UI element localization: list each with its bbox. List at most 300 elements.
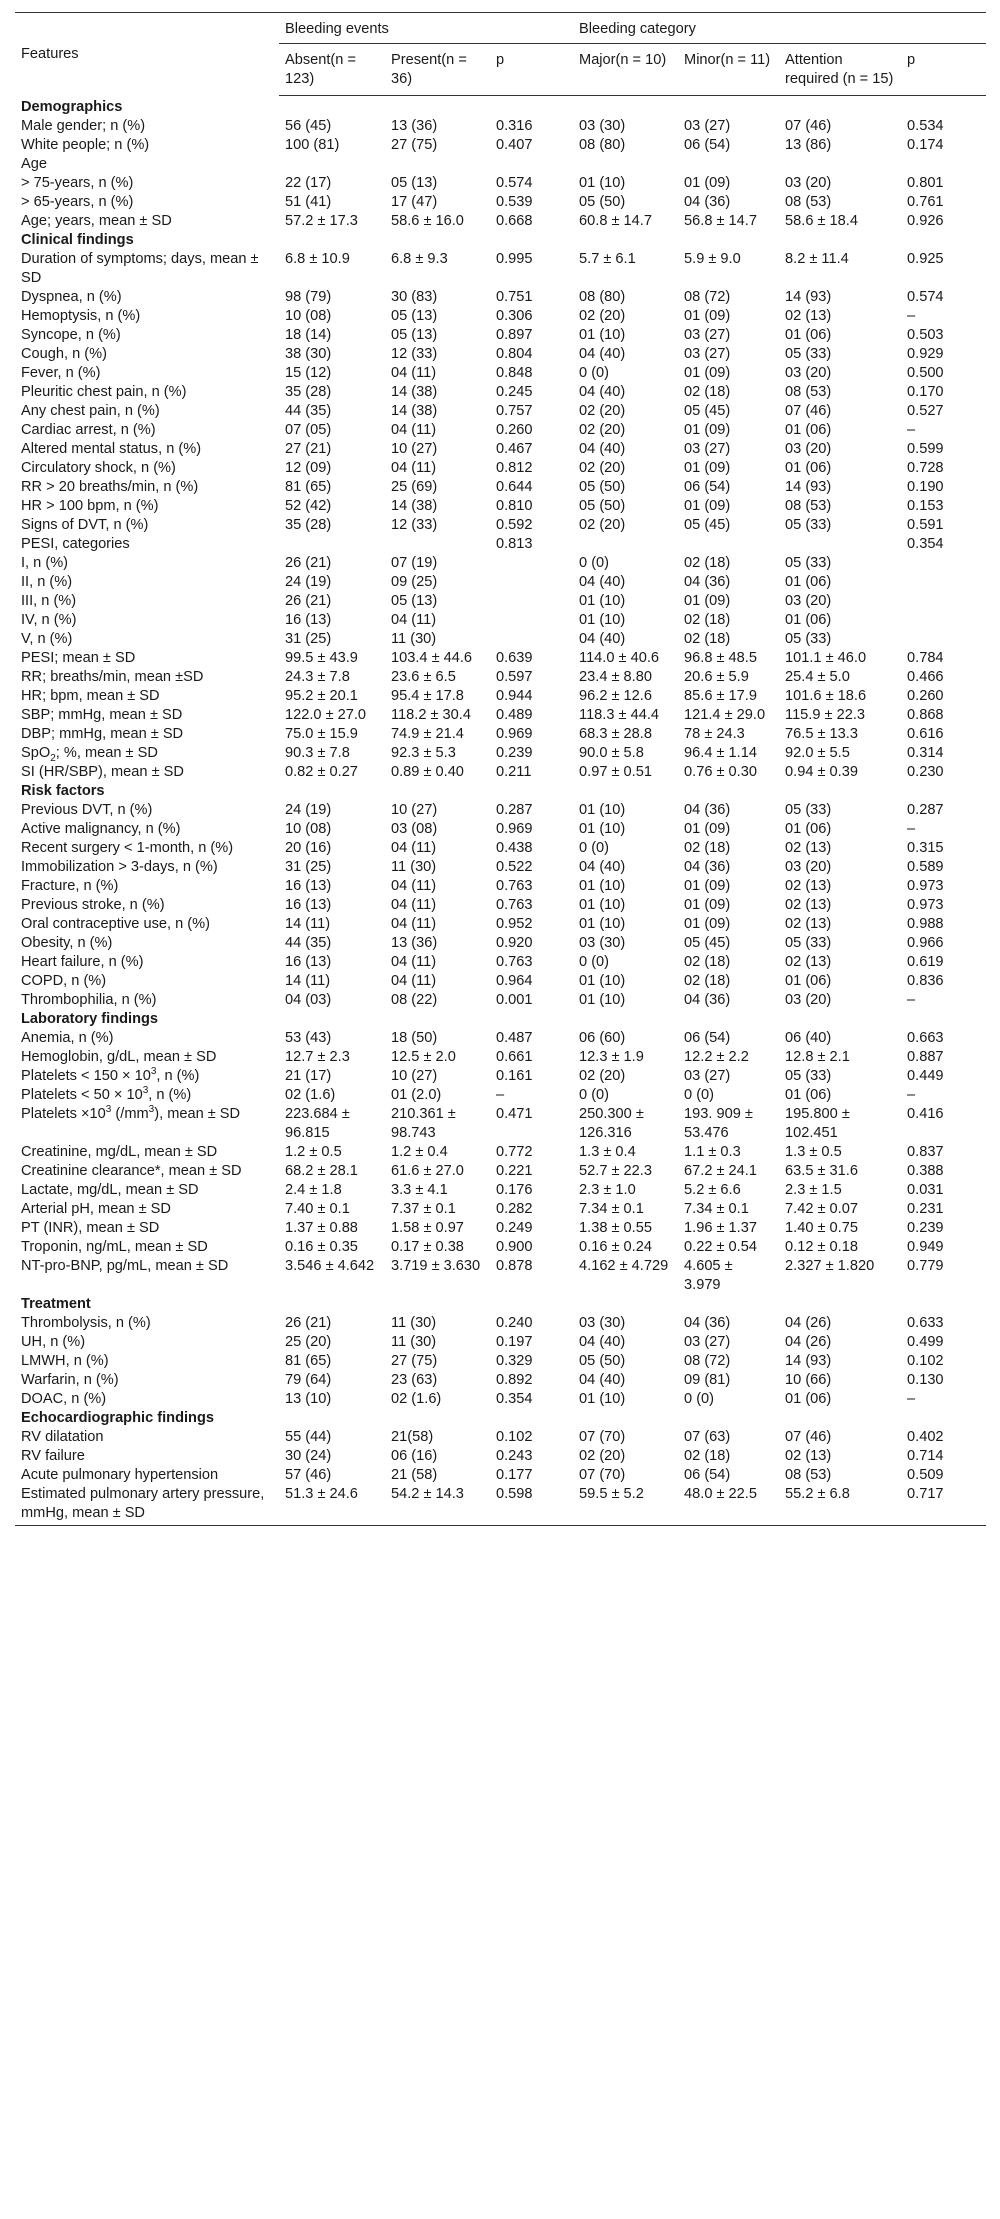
value-attention: 1.3 ± 0.5 xyxy=(785,1144,842,1160)
value-attention: 14 (93) xyxy=(785,289,832,305)
table-row xyxy=(15,516,986,535)
value-p-events: 0.920 xyxy=(496,935,533,951)
table-row xyxy=(15,459,986,478)
value-present: 18 (50) xyxy=(391,1030,438,1046)
feature-label: Anemia, n (%) xyxy=(21,1030,114,1046)
value-minor: 01 (09) xyxy=(684,593,731,609)
feature-label: LMWH, n (%) xyxy=(21,1353,109,1369)
value-attention: 01 (06) xyxy=(785,973,832,989)
value-absent: 16 (13) xyxy=(285,878,332,894)
value-attention xyxy=(779,155,901,174)
value-major: 01 (10) xyxy=(579,593,626,609)
value-minor: 04 (36) xyxy=(684,992,731,1008)
value-major: 23.4 ± 8.80 xyxy=(579,669,652,685)
value-p-events: 0.102 xyxy=(496,1429,533,1445)
table-row xyxy=(15,345,986,364)
table-row xyxy=(15,896,986,915)
value-major: 04 (40) xyxy=(579,1372,626,1388)
table-row xyxy=(15,174,986,193)
feature-label: SI (HR/SBP), mean ± SD xyxy=(21,764,184,780)
value-present: 1.58 ± 0.97 xyxy=(391,1220,464,1236)
value-major: 08 (80) xyxy=(579,137,626,153)
value-p-events: 0.812 xyxy=(496,460,533,476)
value-minor: 02 (18) xyxy=(684,555,731,571)
value-major: 05 (50) xyxy=(579,1353,626,1369)
value-p-category: 0.170 xyxy=(907,384,944,400)
value-present: 04 (11) xyxy=(391,612,437,628)
section-header-row xyxy=(15,1010,986,1029)
value-present: 04 (11) xyxy=(391,460,437,476)
table-row xyxy=(15,250,986,288)
table-row xyxy=(15,972,986,991)
value-attention: 03 (20) xyxy=(785,859,832,875)
value-p-category: 0.466 xyxy=(907,669,944,685)
value-p-events: 0.306 xyxy=(496,308,533,324)
value-attention: 04 (26) xyxy=(785,1334,832,1350)
feature-label: Syncope, n (%) xyxy=(21,327,121,343)
value-p-events: 0.239 xyxy=(496,745,533,761)
value-p-events: 0.763 xyxy=(496,878,533,894)
value-minor: 0 (0) xyxy=(684,1391,715,1407)
value-attention: 63.5 ± 31.6 xyxy=(785,1163,858,1179)
value-p-category: 0.837 xyxy=(907,1144,944,1160)
value-p-category: 0.949 xyxy=(907,1239,944,1255)
value-p-events: 0.878 xyxy=(496,1258,533,1274)
value-attention: 02 (13) xyxy=(785,916,832,932)
value-p-category: 0.779 xyxy=(907,1258,944,1274)
value-present: 04 (11) xyxy=(391,422,437,438)
value-present: 21 (58) xyxy=(391,1467,438,1483)
value-attention xyxy=(779,535,901,554)
value-major: 114.0 ± 40.6 xyxy=(579,650,659,666)
feature-label: Age; years, mean ± SD xyxy=(21,213,172,229)
value-major: 01 (10) xyxy=(579,327,626,343)
table-row xyxy=(15,877,986,896)
value-p-category: 0.966 xyxy=(907,935,944,951)
value-absent: 52 (42) xyxy=(285,498,332,514)
value-major: 01 (10) xyxy=(579,916,626,932)
value-major: 01 (10) xyxy=(579,1391,626,1407)
value-absent: 51.3 ± 24.6 xyxy=(279,1485,385,1526)
value-p-events: 0.407 xyxy=(496,137,533,153)
value-minor: 04 (36) xyxy=(684,802,731,818)
value-p-category: 0.801 xyxy=(907,175,944,191)
value-attention: 01 (06) xyxy=(785,422,832,438)
value-minor: 07 (63) xyxy=(684,1429,731,1445)
feature-label: Troponin, ng/mL, mean ± SD xyxy=(21,1239,208,1255)
value-present: 04 (11) xyxy=(391,878,437,894)
value-p-events: 0.964 xyxy=(496,973,533,989)
value-absent: 14 (11) xyxy=(285,916,331,932)
value-present: 03 (08) xyxy=(391,821,438,837)
value-minor: 08 (72) xyxy=(684,289,731,305)
table-row xyxy=(15,763,986,782)
value-attention: 25.4 ± 5.0 xyxy=(785,669,850,685)
value-p-events: 0.995 xyxy=(496,251,533,267)
section-header-row xyxy=(15,231,986,250)
feature-label: PESI, categories xyxy=(21,536,130,552)
value-absent: 10 (08) xyxy=(285,308,332,324)
value-absent: 10 (08) xyxy=(285,821,332,837)
value-absent: 26 (21) xyxy=(285,555,332,571)
value-absent: 75.0 ± 15.9 xyxy=(285,726,358,742)
value-p-category: 0.784 xyxy=(907,650,944,666)
value-present: 103.4 ± 44.6 xyxy=(391,650,473,666)
value-major: 01 (10) xyxy=(579,821,626,837)
value-p-category: 0.314 xyxy=(907,745,944,761)
value-p-category: 0.836 xyxy=(907,973,944,989)
value-attention: 02 (13) xyxy=(785,840,832,856)
value-minor: 03 (27) xyxy=(684,327,731,343)
value-present: 04 (11) xyxy=(391,916,437,932)
value-present: 04 (11) xyxy=(391,897,437,913)
feature-label: Platelets < $150 \times 10^3$, n (%) xyxy=(21,1066,200,1084)
value-p-category: 0.527 xyxy=(907,403,944,419)
value-major: 2.3 ± 1.0 xyxy=(579,1182,636,1198)
value-p-category: 0.761 xyxy=(907,194,944,210)
value-attention: 05 (33) xyxy=(785,802,832,818)
value-p-category: 0.388 xyxy=(907,1163,944,1179)
value-absent: 51 (41) xyxy=(285,194,332,210)
value-attention: 06 (40) xyxy=(785,1030,832,1046)
value-major: 01 (10) xyxy=(579,878,626,894)
feature-label: Platelets < $50 \times 10^3$, n (%) xyxy=(21,1085,192,1103)
table-row xyxy=(15,535,986,554)
value-absent: 2.4 ± 1.8 xyxy=(285,1182,342,1198)
value-p-category: 0.500 xyxy=(907,365,944,381)
value-p-events: 0.260 xyxy=(496,422,533,438)
value-major: 59.5 ± 5.2 xyxy=(573,1485,678,1526)
value-absent: 0.82 ± 0.27 xyxy=(285,764,358,780)
value-minor: 20.6 ± 5.9 xyxy=(684,669,749,685)
value-major: 01 (10) xyxy=(579,897,626,913)
value-major: 1.38 ± 0.55 xyxy=(579,1220,652,1236)
value-attention: 05 (33) xyxy=(785,631,832,647)
value-p-events xyxy=(490,592,573,611)
feature-label: Arterial pH, mean ± SD xyxy=(21,1201,171,1217)
value-minor: 85.6 ± 17.9 xyxy=(684,688,757,704)
value-present: 06 (16) xyxy=(391,1448,438,1464)
value-present: 13 (36) xyxy=(391,935,438,951)
value-absent: 98 (79) xyxy=(285,289,332,305)
value-minor: 5.9 ± 9.0 xyxy=(684,251,741,267)
value-absent: 56 (45) xyxy=(285,118,332,134)
feature-label: DOAC, n (%) xyxy=(21,1391,107,1407)
feature-label: IV, n (%) xyxy=(21,612,77,628)
value-p-category xyxy=(901,554,986,573)
table-row xyxy=(15,649,986,668)
value-p-events: 0.969 xyxy=(496,821,533,837)
value-p-category: 0.449 xyxy=(907,1068,944,1084)
feature-label: Signs of DVT, n (%) xyxy=(21,517,149,533)
value-p-category: 0.260 xyxy=(907,688,944,704)
value-p-category: 0.663 xyxy=(907,1030,944,1046)
value-major: 07 (70) xyxy=(579,1467,626,1483)
value-absent: 16 (13) xyxy=(285,612,332,628)
value-major: 04 (40) xyxy=(579,384,626,400)
value-p-events: 0.661 xyxy=(496,1049,533,1065)
value-p-events: 0.592 xyxy=(496,517,533,533)
value-absent: 44 (35) xyxy=(285,403,332,419)
value-attention: 08 (53) xyxy=(785,1467,832,1483)
value-p-category: 0.402 xyxy=(907,1429,944,1445)
table-row xyxy=(15,725,986,744)
value-present: 92.3 ± 5.3 xyxy=(391,745,456,761)
value-absent: 6.8 ± 10.9 xyxy=(285,251,350,267)
value-p-events: 0.892 xyxy=(496,1372,533,1388)
value-p-events: 0.329 xyxy=(496,1353,533,1369)
value-absent: 21 (17) xyxy=(285,1068,332,1084)
value-attention: 8.2 ± 11.4 xyxy=(785,251,849,267)
table-row xyxy=(15,744,986,763)
feature-label: Cardiac arrest, n (%) xyxy=(21,422,156,438)
value-attention: 10 (66) xyxy=(785,1372,832,1388)
value-major: 02 (20) xyxy=(579,460,626,476)
value-minor: 08 (72) xyxy=(684,1353,731,1369)
value-minor: 04 (36) xyxy=(684,194,731,210)
value-present: 210.361 ± 98.743 xyxy=(391,1106,456,1141)
value-attention: 03 (20) xyxy=(785,992,832,1008)
value-major: 02 (20) xyxy=(579,1068,626,1084)
feature-label: Oral contraceptive use, n (%) xyxy=(21,916,210,932)
table-row xyxy=(15,934,986,953)
value-present: 1.2 ± 0.4 xyxy=(391,1144,448,1160)
value-present: 10 (27) xyxy=(391,1068,438,1084)
feature-label: PESI; mean ± SD xyxy=(21,650,136,666)
value-major: 01 (10) xyxy=(579,973,626,989)
value-p-events: 0.644 xyxy=(496,479,533,495)
value-attention: 05 (33) xyxy=(785,1068,832,1084)
value-major: 02 (20) xyxy=(579,308,626,324)
feature-label: UH, n (%) xyxy=(21,1334,86,1350)
value-absent: 07 (05) xyxy=(285,422,332,438)
table-row xyxy=(15,1447,986,1466)
value-minor: 96.8 ± 48.5 xyxy=(684,650,757,666)
value-attention: 03 (20) xyxy=(785,593,832,609)
value-minor: 96.4 ± 1.14 xyxy=(684,745,757,761)
value-absent: 30 (24) xyxy=(285,1448,332,1464)
table-row xyxy=(15,1086,986,1105)
section-header-row xyxy=(15,96,986,118)
header-p-events: p xyxy=(490,44,573,96)
value-present: 27 (75) xyxy=(391,1353,438,1369)
value-p-events: 0.668 xyxy=(496,213,533,229)
value-attention: 13 (86) xyxy=(785,137,832,153)
value-present: 05 (13) xyxy=(391,593,438,609)
value-major: 08 (80) xyxy=(579,289,626,305)
value-attention: 01 (06) xyxy=(785,327,832,343)
value-absent: 26 (21) xyxy=(285,1315,332,1331)
value-absent: 0.16 ± 0.35 xyxy=(285,1239,358,1255)
value-minor: 06 (54) xyxy=(684,479,731,495)
value-attention: 55.2 ± 6.8 xyxy=(779,1485,901,1526)
value-minor: 12.2 ± 2.2 xyxy=(684,1049,749,1065)
value-attention: 115.9 ± 22.3 xyxy=(785,707,865,723)
value-present: 07 (19) xyxy=(391,555,438,571)
section-header-row xyxy=(15,1409,986,1428)
value-absent: 13 (10) xyxy=(285,1391,332,1407)
value-present: 01 (2.0) xyxy=(391,1087,442,1103)
value-absent: 7.40 ± 0.1 xyxy=(285,1201,350,1217)
header-major: Major(n = 10) xyxy=(573,44,678,96)
feature-label: Previous stroke, n (%) xyxy=(21,897,165,913)
value-major: 0 (0) xyxy=(579,365,610,381)
table-row xyxy=(15,288,986,307)
value-p-events: 0.287 xyxy=(496,802,533,818)
header-bleeding-events: Bleeding events xyxy=(279,13,573,44)
table-row xyxy=(15,1143,986,1162)
value-major: 04 (40) xyxy=(579,441,626,457)
value-p-category: 0.717 xyxy=(901,1485,986,1526)
value-minor: 05 (45) xyxy=(684,403,731,419)
value-major: 90.0 ± 5.8 xyxy=(579,745,644,761)
value-attention: 02 (13) xyxy=(785,878,832,894)
value-p-category: 0.589 xyxy=(907,859,944,875)
value-attention: 0.94 ± 0.39 xyxy=(785,764,858,780)
value-p-events: 0.772 xyxy=(496,1144,533,1160)
feature-label: COPD, n (%) xyxy=(21,973,107,989)
value-p-category xyxy=(901,592,986,611)
feature-label: Pleuritic chest pain, n (%) xyxy=(21,384,187,400)
value-p-events: 0.240 xyxy=(496,1315,533,1331)
table-row xyxy=(15,554,986,573)
table-row xyxy=(15,421,986,440)
feature-label: Active malignancy, n (%) xyxy=(21,821,181,837)
value-present: 58.6 ± 16.0 xyxy=(391,213,464,229)
value-attention: 05 (33) xyxy=(785,517,832,533)
value-p-category: 0.599 xyxy=(907,441,944,457)
value-p-events: 0.900 xyxy=(496,1239,533,1255)
feature-label: Circulatory shock, n (%) xyxy=(21,460,176,476)
value-minor: 0.22 ± 0.54 xyxy=(684,1239,757,1255)
header-absent: Absent(n = 123) xyxy=(279,44,385,96)
feature-label: HR; bpm, mean ± SD xyxy=(21,688,160,704)
value-attention: 58.6 ± 18.4 xyxy=(785,213,858,229)
value-p-events: 0.316 xyxy=(496,118,533,134)
value-major xyxy=(573,535,678,554)
table-header xyxy=(15,13,986,96)
value-absent: 20 (16) xyxy=(285,840,332,856)
value-minor: 193. 909 ± 53.476 xyxy=(684,1106,753,1141)
feature-label: Lactate, mg/dL, mean ± SD xyxy=(21,1182,199,1198)
feature-label: II, n (%) xyxy=(21,574,73,590)
value-present: 17 (47) xyxy=(391,194,438,210)
table-row xyxy=(15,611,986,630)
value-minor: 5.2 ± 6.6 xyxy=(684,1182,741,1198)
value-minor: 01 (09) xyxy=(684,916,731,932)
feature-label: Thrombolysis, n (%) xyxy=(21,1315,151,1331)
bleeding-features-table xyxy=(15,12,986,1526)
value-absent: 223.684 ± 96.815 xyxy=(285,1106,350,1141)
value-present: 30 (83) xyxy=(391,289,438,305)
value-absent: 44 (35) xyxy=(285,935,332,951)
value-present: 04 (11) xyxy=(391,973,437,989)
value-p-events: 0.539 xyxy=(496,194,533,210)
value-absent: 55 (44) xyxy=(285,1429,332,1445)
section-title: Clinical findings xyxy=(21,232,134,248)
table-row xyxy=(15,155,986,174)
value-absent: 95.2 ± 20.1 xyxy=(285,688,358,704)
value-minor: 67.2 ± 24.1 xyxy=(684,1163,757,1179)
value-present: 11 (30) xyxy=(391,631,437,647)
value-p-events: 0.597 xyxy=(496,669,533,685)
value-major: 02 (20) xyxy=(579,517,626,533)
value-minor: 03 (27) xyxy=(684,346,731,362)
value-p-events: 0.763 xyxy=(496,897,533,913)
value-p-category: 0.239 xyxy=(907,1220,944,1236)
value-present: 13 (36) xyxy=(391,118,438,134)
value-minor: 02 (18) xyxy=(684,973,731,989)
value-p-events: 0.211 xyxy=(496,764,532,780)
feature-label: Recent surgery < 1-month, n (%) xyxy=(21,840,234,856)
feature-label: Platelets $\times 10^3$ $(/mm^3)$, mean ± SD xyxy=(21,1104,241,1122)
table-row xyxy=(15,1067,986,1086)
value-attention: 08 (53) xyxy=(785,384,832,400)
value-present: 61.6 ± 27.0 xyxy=(391,1163,464,1179)
table-row xyxy=(15,1219,986,1238)
feature-label: Duration of symptoms; days, mean ± SD xyxy=(21,251,259,286)
value-minor xyxy=(678,535,779,554)
value-major: 03 (30) xyxy=(579,935,626,951)
header-p-category: p xyxy=(901,44,986,96)
value-p-category: 0.619 xyxy=(907,954,944,970)
value-p-events: 0.487 xyxy=(496,1030,533,1046)
value-p-events: 0.245 xyxy=(496,384,533,400)
header-bleeding-category: Bleeding category xyxy=(573,13,986,44)
value-p-category: – xyxy=(907,821,916,837)
value-p-events: 0.197 xyxy=(496,1334,533,1350)
value-minor: 04 (36) xyxy=(684,1315,731,1331)
value-p-events: 0.282 xyxy=(496,1201,533,1217)
table-row xyxy=(15,592,986,611)
value-present: 04 (11) xyxy=(391,840,437,856)
value-attention: 07 (46) xyxy=(785,403,832,419)
value-absent: 24 (19) xyxy=(285,802,332,818)
table-row xyxy=(15,820,986,839)
value-minor: 02 (18) xyxy=(684,384,731,400)
table-row xyxy=(15,193,986,212)
feature-label: Creatinine, mg/dL, mean ± SD xyxy=(21,1144,218,1160)
value-absent: 79 (64) xyxy=(285,1372,332,1388)
value-absent: 57.2 ± 17.3 xyxy=(285,213,358,229)
value-major: 12.3 ± 1.9 xyxy=(579,1049,644,1065)
value-minor xyxy=(678,155,779,174)
value-present: 0.89 ± 0.40 xyxy=(391,764,464,780)
feature-label: Dyspnea, n (%) xyxy=(21,289,122,305)
value-present: 3.3 ± 4.1 xyxy=(391,1182,448,1198)
value-p-events xyxy=(490,630,573,649)
value-absent xyxy=(279,155,385,174)
value-p-events xyxy=(490,554,573,573)
feature-label: RV failure xyxy=(21,1448,85,1464)
value-present: 7.37 ± 0.1 xyxy=(391,1201,456,1217)
value-p-events: 0.757 xyxy=(496,403,533,419)
section-header-row xyxy=(15,782,986,801)
value-present: 27 (75) xyxy=(391,137,438,153)
value-attention: 01 (06) xyxy=(785,1391,832,1407)
value-present: 23.6 ± 6.5 xyxy=(391,669,456,685)
value-p-events: 0.598 xyxy=(490,1485,573,1526)
feature-label: RR > 20 breaths/min, n (%) xyxy=(21,479,199,495)
value-major: 01 (10) xyxy=(579,612,626,628)
table-row xyxy=(15,1048,986,1067)
value-p-category xyxy=(901,573,986,592)
value-p-category: 0.031 xyxy=(907,1182,944,1198)
value-p-events: 0.639 xyxy=(496,650,533,666)
value-major: 68.3 ± 28.8 xyxy=(579,726,652,742)
value-attention: 07 (46) xyxy=(785,118,832,134)
value-attention: 76.5 ± 13.3 xyxy=(785,726,858,742)
